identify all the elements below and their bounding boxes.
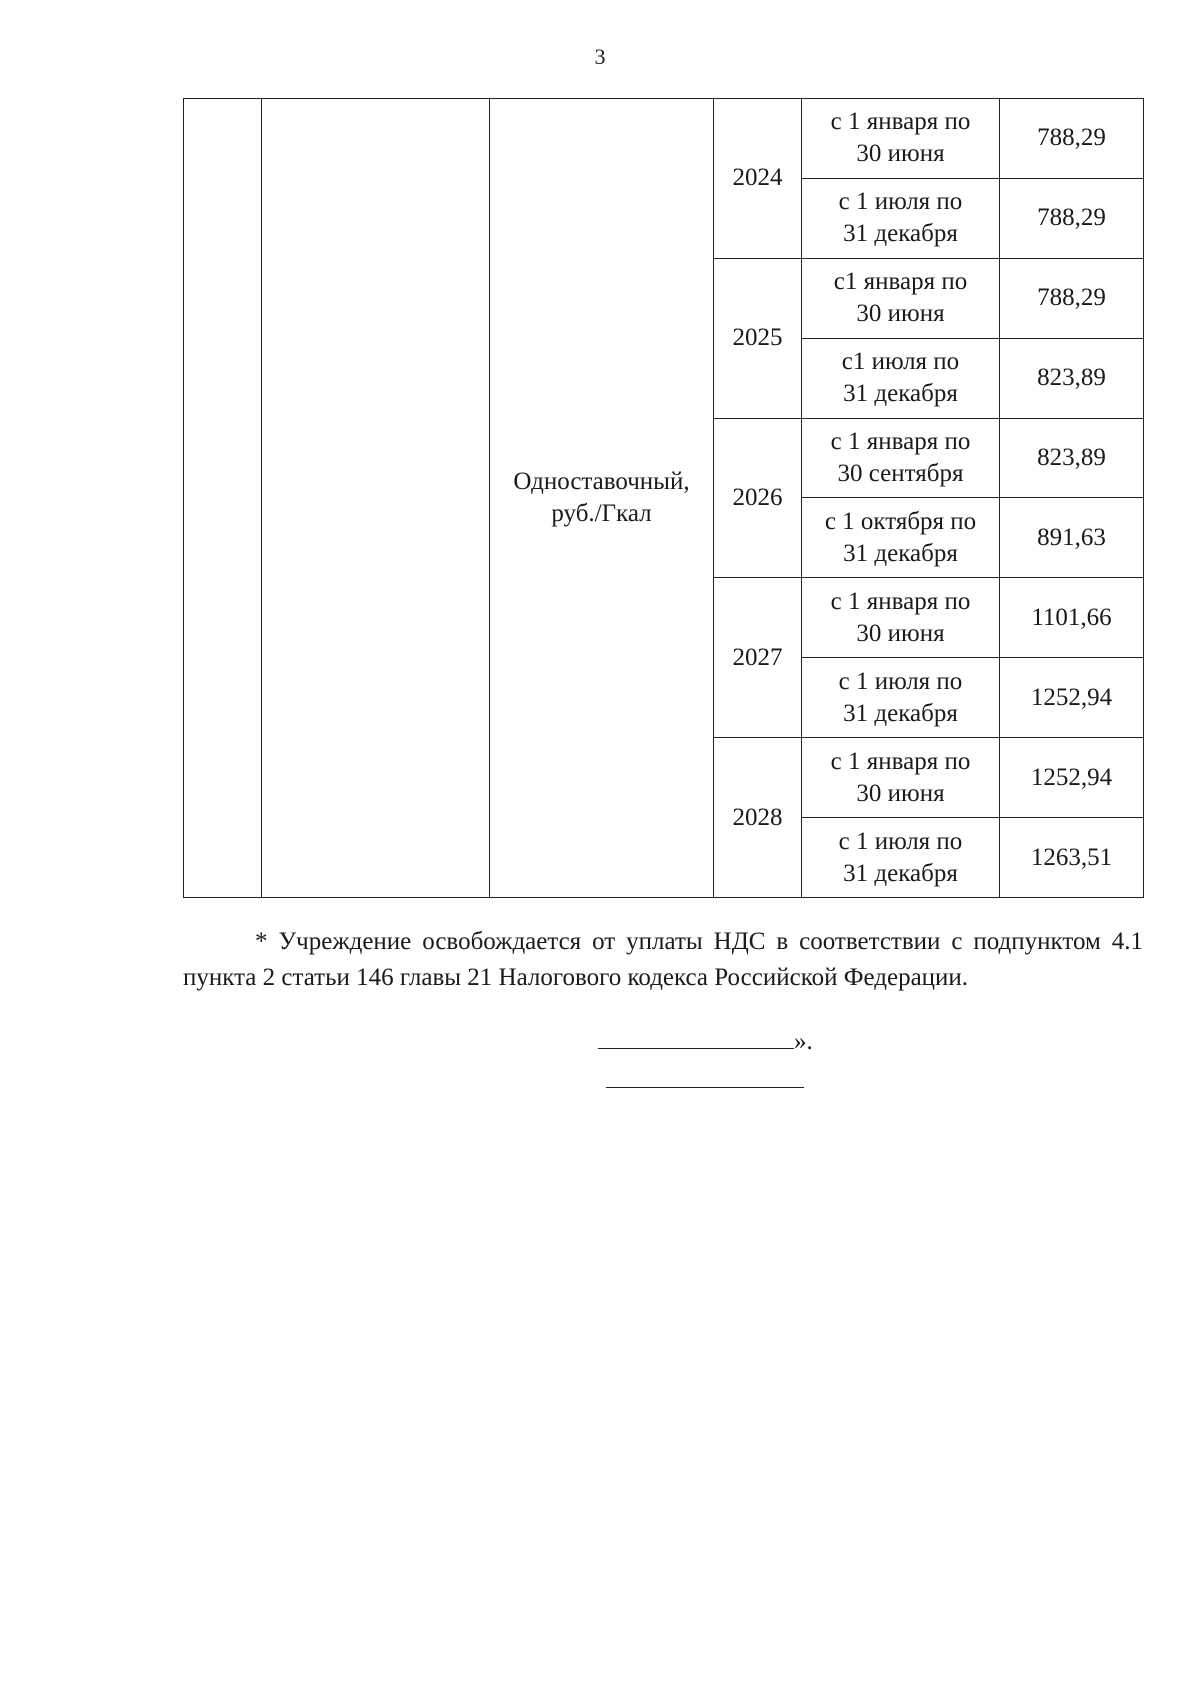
end-separator-line: [606, 1087, 804, 1088]
period-cell: с 1 октября по 31 декабря: [802, 498, 1000, 578]
tariff-value-cell: 788,29: [1000, 258, 1144, 338]
table-row: [184, 99, 1144, 179]
tariff-value-cell: 823,89: [1000, 338, 1144, 418]
year-cell: 2025: [714, 258, 802, 418]
organization-cell: [262, 99, 490, 898]
tariff-value-cell: 1252,94: [1000, 658, 1144, 738]
signature-line: [598, 1048, 794, 1049]
tariff-table: [183, 98, 1144, 898]
period-cell: с1 января по 30 июня: [802, 258, 1000, 338]
year-cell: 2026: [714, 418, 802, 578]
tariff-value-cell: 1263,51: [1000, 818, 1144, 898]
closing-quote: ».: [794, 1028, 813, 1055]
tariff-value-cell: 1101,66: [1000, 578, 1144, 658]
year-cell: 2024: [714, 99, 802, 259]
tariff-value-cell: 823,89: [1000, 418, 1144, 498]
number-cell: [184, 99, 262, 898]
page-number: 3: [594, 44, 606, 69]
tariff-value-cell: 891,63: [1000, 498, 1144, 578]
vat-exemption-footnote: * Учреждение освобождается от уплаты НДС в соответствии с подпунктом 4.1 пункта 2 статьи 146 главы 21 Налогового кодекса Российской Федерации.: [183, 928, 1143, 991]
period-cell: с 1 января по 30 сентября: [802, 418, 1000, 498]
tariff-value-cell: 788,29: [1000, 178, 1144, 258]
period-cell: с 1 июля по 31 декабря: [802, 658, 1000, 738]
period-cell: с1 июля по 31 декабря: [802, 338, 1000, 418]
period-cell: с 1 июля по 31 декабря: [802, 178, 1000, 258]
period-cell: с 1 января по 30 июня: [802, 99, 1000, 179]
tariff-value-cell: 788,29: [1000, 99, 1144, 179]
tariff-type-cell: Одноставочный, руб./Гкал: [490, 99, 714, 898]
tariff-value-cell: 1252,94: [1000, 738, 1144, 818]
year-cell: 2028: [714, 738, 802, 898]
period-cell: с 1 января по 30 июня: [802, 578, 1000, 658]
period-cell: с 1 января по 30 июня: [802, 738, 1000, 818]
year-cell: 2027: [714, 578, 802, 738]
closing-mark: [598, 1026, 813, 1058]
period-cell: с 1 июля по 31 декабря: [802, 818, 1000, 898]
